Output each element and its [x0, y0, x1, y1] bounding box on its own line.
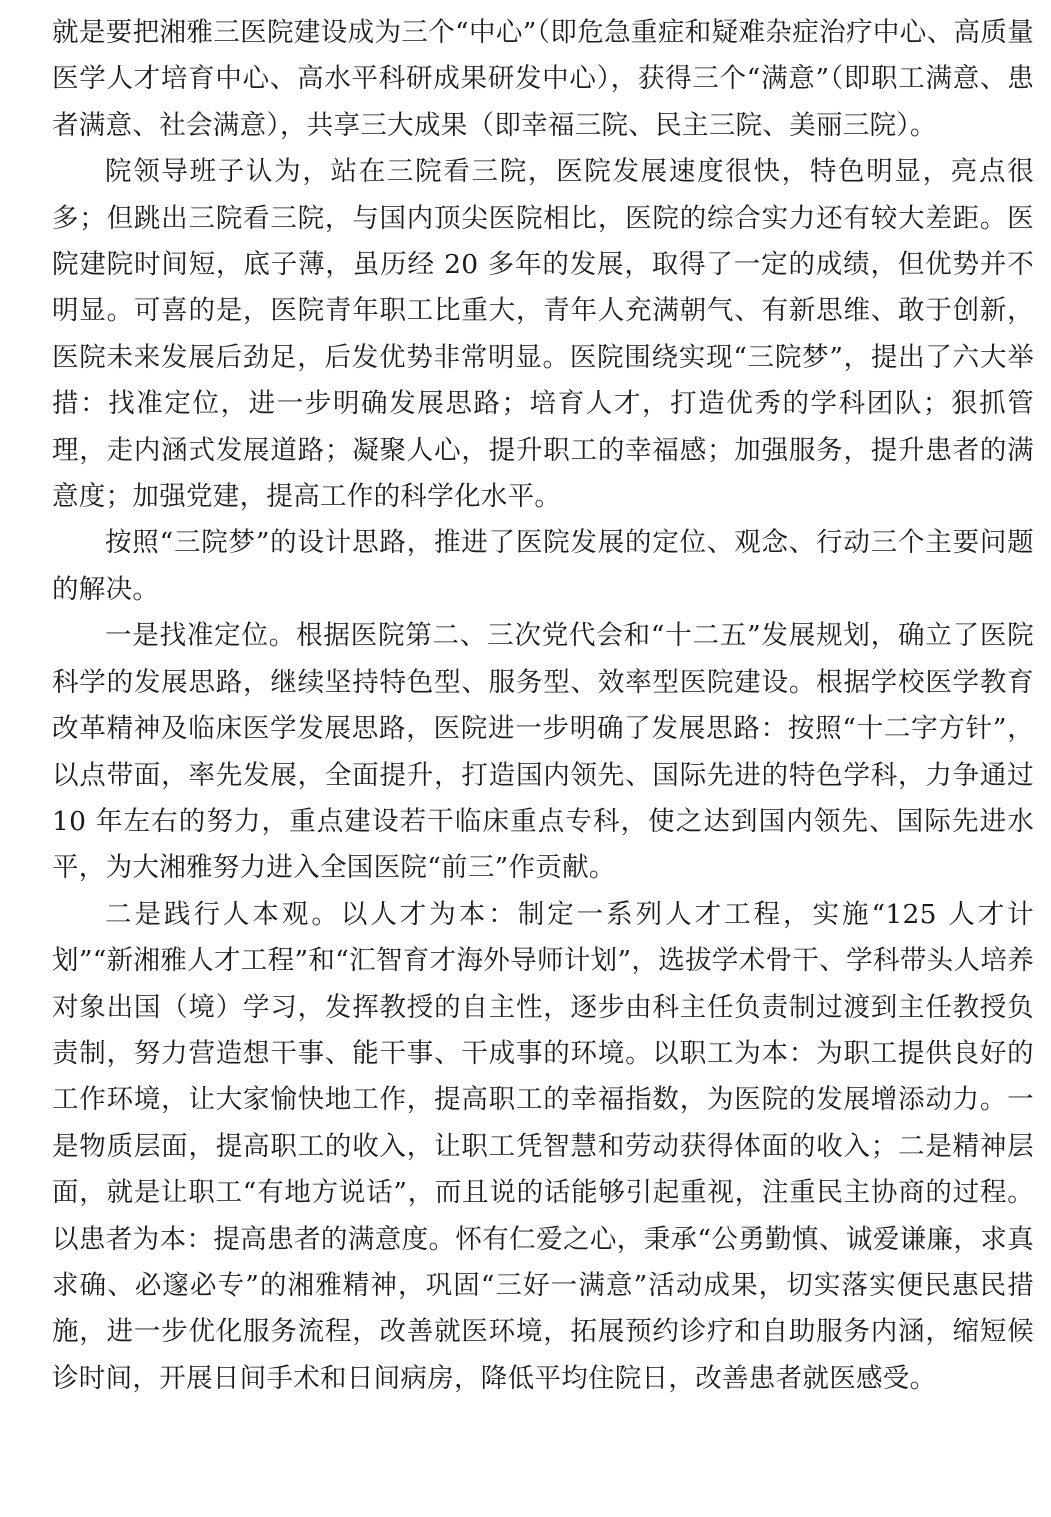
paragraph-design-approach: 按照“三院梦”的设计思路，推进了医院发展的定位、观念、行动三个主要问题的解决。 [52, 527, 1034, 605]
paragraph-leadership-view: 院领导班子认为，站在三院看三院，医院发展速度很快，特色明显，亮点很多；但跳出三院看三院，与国内顶尖医院相比，医院的综合实力还有较大差距。医院建院时间短，底子薄，虽历经 20 多年的发展，取得了一定的成绩，但优势并不明显。可喜的是，医院青年职工比重大，青年人充满朝气、有新思维、敢于创新，医院未来发展后劲足，后发优势非常明显。医院围绕实现“三院梦”，提出了六大举措：找准定位，进一步明确发展思路；培育人才，打造优秀的学科团队；狠抓管理，走内涵式发展道路；凝聚人心，提升职工的幸福感；加强服务，提升患者的满意度；加强党建，提高工作的科学化水平。 [52, 156, 1034, 513]
paragraph-positioning: 一是找准定位。根据医院第二、三次党代会和“十二五”发展规划，确立了医院科学的发展思路，继续坚持特色型、服务型、效率型医院建设。根据学校医学教育改革精神及临床医学发展思路，医院进一步明确了发展思路：按照“十二字方针”，以点带面，率先发展，全面提升，打造国内领先、国际先进的特色学科，力争通过 10 年左右的努力，重点建设若干临床重点专科，使之达到国内领先、国际先进水平，为大湘雅努力进入全国医院“前三”作贡献。 [52, 620, 1034, 884]
document-page [52, 10, 1034, 1402]
paragraph-people-oriented: 二是践行人本观。以人才为本：制定一系列人才工程，实施“125 人才计划”“新湘雅人才工程”和“汇智育才海外导师计划”，选拔学术骨干、学科带头人培养对象出国（境）学习，发挥教授的自主性，逐步由科主任负责制过渡到主任教授负责制，努力营造想干事、能干事、干成事的环境。以职工为本：为职工提供良好的工作环境，让大家愉快地工作，提高职工的幸福指数，为医院的发展增添动力。一是物质层面，提高职工的收入，让职工凭智慧和劳动获得体面的收入；二是精神层面，就是让职工“有地方说话”，而且说的话能够引起重视，注重民主协商的过程。以患者为本：提高患者的满意度。怀有仁爱之心，秉承“公勇勤慎、诚爱谦廉，求真求确、必邃必专”的湘雅精神，巩固“三好一满意”活动成果，切实落实便民惠民措施，进一步优化服务流程，改善就医环境，拓展预约诊疗和自助服务内涵，缩短候诊时间，开展日间手术和日间病房，降低平均住院日，改善患者就医感受。 [52, 898, 1034, 1394]
paragraph-continued: 就是要把湘雅三医院建设成为三个“中心”（即危急重症和疑难杂症治疗中心、高质量医学人才培育中心、高水平科研成果研发中心），获得三个“满意”（即职工满意、患者满意、社会满意），共享三大成果（即幸福三院、民主三院、美丽三院）。 [52, 17, 1034, 141]
